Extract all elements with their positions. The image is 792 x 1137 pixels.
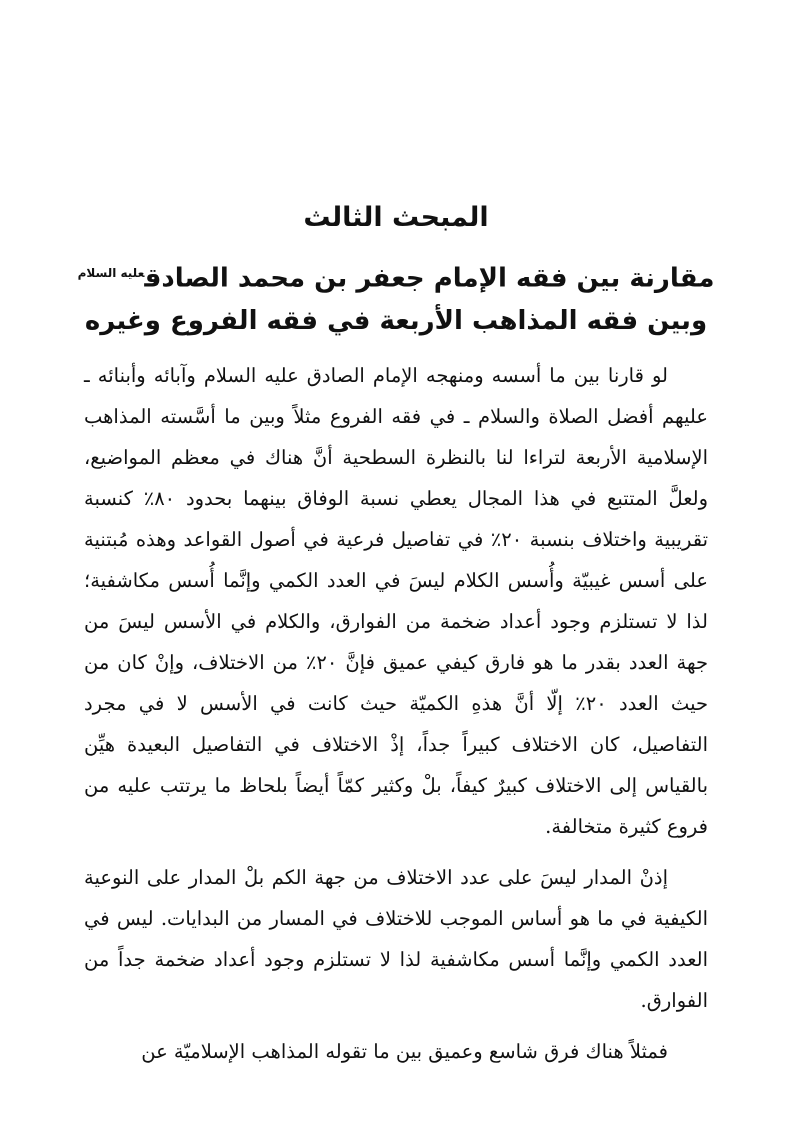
paragraph-3: فمثلاً هناك فرق شاسع وعميق بين ما تقوله المذاهب الإسلاميّة عن (141, 1040, 668, 1063)
honorific-glyph: عليه السلام (77, 266, 145, 280)
paragraph-2: إذنْ المدار ليسَ على عدد الاختلاف من جهة الكم بلْ المدار على النوعية الكيفية في ما هو أساس الموجب للاختلاف في المسار من البدايات. ليس في العدد الكمي وإنَّما أسس مكاشفية لذا لا تستلزم وجود أعداد ضخمة جداً من الفوارق. (84, 866, 708, 1012)
subtitle-line-2: وبين فقه المذاهب الأربعة في فقه الفروع وغيره (84, 306, 708, 336)
subtitle-line-1-text: مقارنة بين فقه الإمام جعفر بن محمد الصادق (144, 263, 715, 294)
section-title: المبحث الثالث (303, 202, 489, 233)
paragraph-1: لو قارنا بين ما أسسه ومنهجه الإمام الصادق عليه السلام وآبائه وأبنائه ـ عليهم أفضل الصلاة والسلام ـ في فقه الفروع مثلاً وبين ما أسَّسته المذاهب الإسلامية الأربعة لتراءا لنا بالنظرة السطحية أنَّ هناك في معظم المواضيع، ولعلَّ المتتبع في هذا المجال يعطي نسبة الوفاق بينهما بحدود ٨٠٪ كنسبة تقريبية واختلاف بنسبة ٢٠٪ في تفاصيل فرعية في أصول القواعد وهذه مُبتنية على أسس غيبيّة وأُسس الكلام ليسَ في العدد الكمي وإنَّما أُسس مكاشفية؛ لذا لا تستلزم وجود أعداد ضخمة من الفوارق، والكلام في الأسس ليسَ من جهة العدد بقدر ما هو فارق كيفي عميق فإنَّ ٢٠٪ من الاختلاف، وإنْ كان من حيث العدد ٢٠٪ إلّا أنَّ هذهِ الكميّة حيث كانت في الأسس لا في مجرد التفاصيل، كان الاختلاف كبيراً جداً، إذْ الاختلاف في التفاصيل البعيدة هيِّن بالقياس إلى الاختلاف كبيرٌ كيفاً، بلْ وكثير كمّاً أيضاً بلحاظ ما يرتتب عليه من فروع كثيرة متخالفة. (84, 364, 709, 838)
subtitle-line-1 (60, 250, 732, 302)
body-text (84, 355, 708, 1072)
